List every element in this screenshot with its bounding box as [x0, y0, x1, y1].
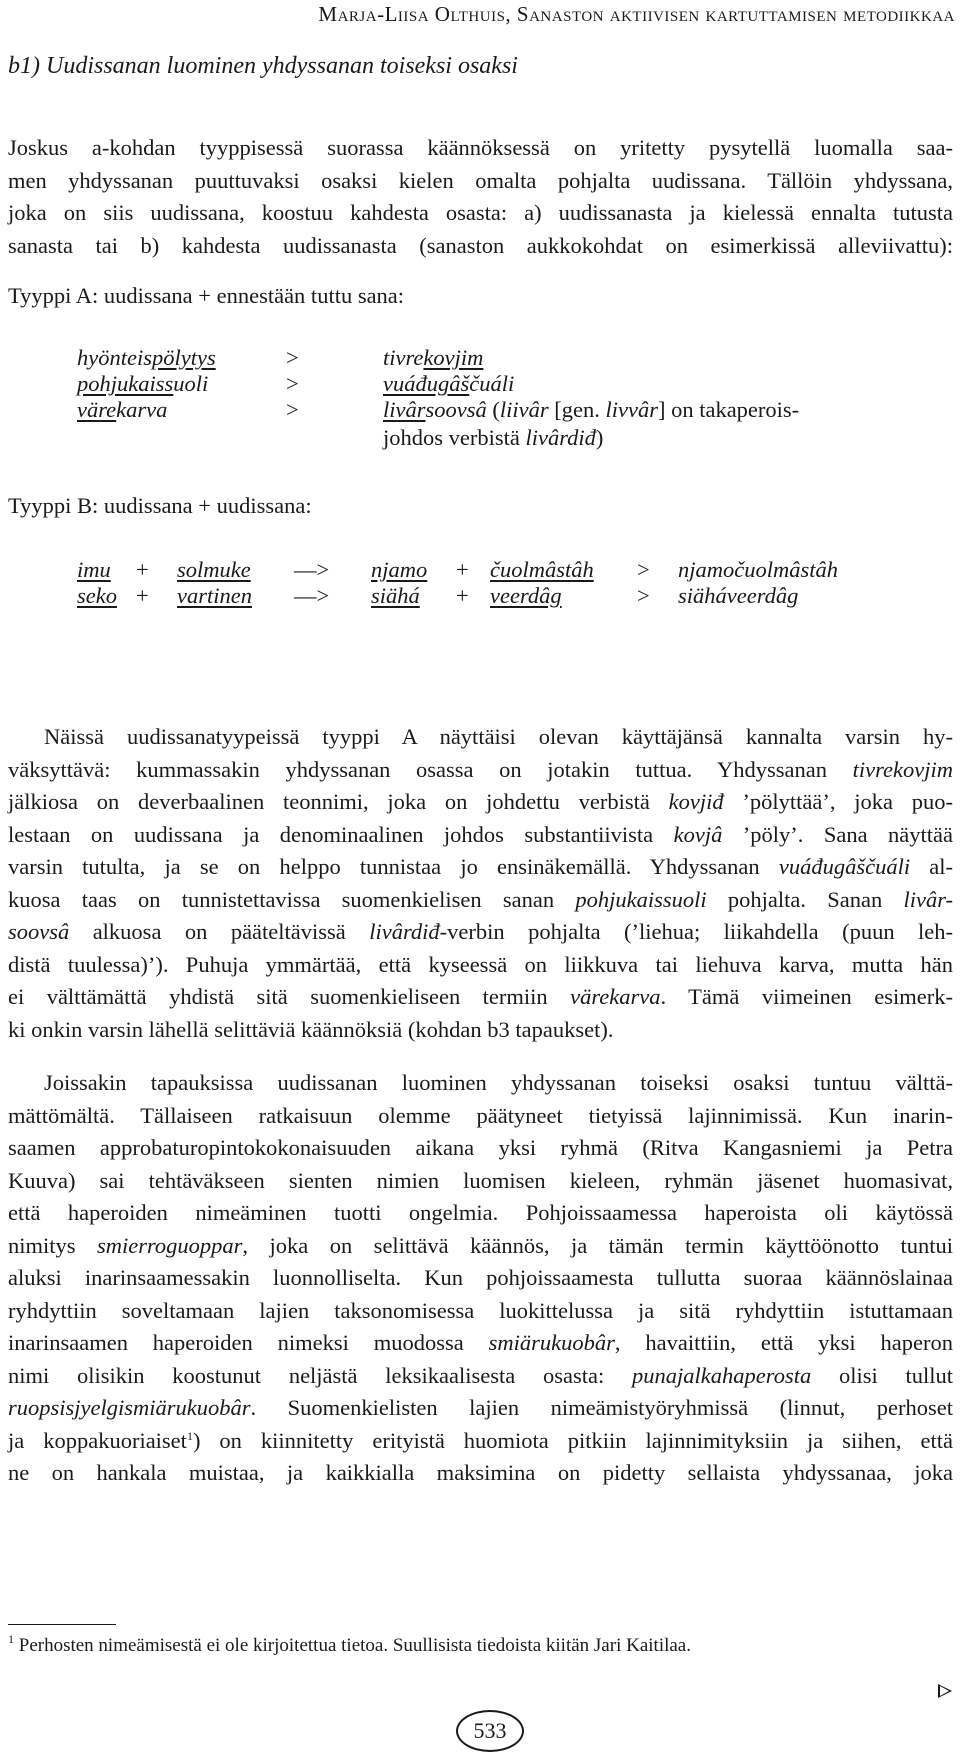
text-line: Joissakin tapauksissa uudissanan luominen yhdyssanan toiseksi osaksi tuntuu välttä-	[44, 1070, 953, 1095]
text-line: nimitys smierroguoppar, joka on selittävä käännös, ja tämän termin käyttöönotto tuntui	[8, 1232, 953, 1258]
next-page-arrow-icon	[938, 1684, 952, 1698]
example-source: värekarva	[77, 397, 168, 422]
section-title: b1) Uudissanan luominen yhdyssanan toiseksi osaksi	[8, 53, 518, 79]
text-line: että haperoiden nimeäminen tuotti ongelmia. Pohjoissaamessa haperoista oli käytössä	[8, 1200, 953, 1225]
example-target: tivrekovjim	[383, 345, 484, 370]
word-a: imu	[77, 557, 111, 582]
footnote: $^1$ Perhosten nimeämisestä ei ole kirjoitettua tietoa. Suullisista tiedoista kiitän Jari Kaitilaa.	[8, 1632, 691, 1656]
text-line: soovsâ alkuosa on pääteltävissä livârdiđ-verbin pohjalta (’liehua; liikahdella (puun leh-	[8, 919, 953, 944]
text-line: Näissä uudissanatyypeissä tyyppi A näyttäisi olevan käyttäjänsä kannalta varsin hy-	[44, 724, 953, 749]
type-a-label: Tyyppi A: uudissana + ennestään tuttu sana:	[8, 283, 405, 308]
plus-symbol: +	[136, 557, 149, 582]
text-line: ryhdyttiin soveltamaan lajien taksonomisessa luokittelussa ja sitä ryhdyttiin istuttamaan	[8, 1297, 953, 1323]
arrow-symbol: >	[637, 583, 650, 608]
text-line: saamen approbaturopintokokonaisuuden aikana yksi ryhmä (Ritva Kangasniemi ja Petra	[8, 1135, 953, 1160]
example-source: hyönteispölytys	[77, 345, 216, 370]
example-target: livârsoovsâ (liivâr [gen. livvâr] on takaperois-	[383, 397, 800, 422]
word-c: siähá	[371, 583, 420, 608]
arrow-symbol: >	[286, 397, 299, 422]
text-line: Joskus a-kohdan tyyppisessä suorassa käännöksessä on yritetty pysytellä luomalla saa-	[8, 135, 953, 160]
text-line: nimi olisikin koostunut neljästä leksikaalisesta osasta: punajalkahaperosta olisi tullut	[8, 1362, 953, 1388]
text-line: ne on hankala muistaa, ja kaikkialla maksimina on pidetty sellaista yhdyssanaa, joka	[8, 1460, 953, 1485]
page-number: 533	[456, 1710, 524, 1752]
text-line: Kuuva) sai tehtäväkseen sienten nimien luomisen kieleen, ryhmän jäsenet huomasivat,	[8, 1167, 953, 1193]
word-d: veerdâg	[490, 583, 562, 608]
example-target: vuáđugâščuáli	[383, 371, 515, 396]
text-line: joka on siis uudissana, koostuu kahdesta osasta: a) uudissanasta ja kielessä ennalta tutusta	[8, 200, 953, 225]
paragraph-analysis	[8, 721, 953, 1046]
arrow-symbol: >	[637, 557, 650, 582]
text-line: väksyttävä: kummassakin yhdyssanan osassa on jotakin tuttua. Yhdyssanan tivrekovjim	[8, 756, 953, 782]
plus-symbol: +	[136, 583, 149, 608]
word-d: čuolmâstâh	[490, 557, 594, 582]
word-b: solmuke	[177, 557, 251, 582]
running-header: Marja-Liisa Olthuis, Sanaston aktiivisen kartuttamisen metodiikkaa	[318, 2, 955, 26]
word-b: vartinen	[177, 583, 252, 608]
text-line: ja koppakuoriaiset$^1$) on kiinnitetty erityistä huomiota pitkiin lajinnimityksiin ja siihen, että	[8, 1427, 954, 1453]
text-line: mättömältä. Tällaiseen ratkaisuun olemme päätyneet tietyissä lajinnimissä. Kun inarin-	[8, 1102, 953, 1128]
plus-symbol: +	[456, 557, 469, 582]
example-note: johdos verbistä livârdiđ)	[383, 425, 604, 450]
type-b-label: Tyyppi B: uudissana + uudissana:	[8, 493, 312, 518]
text-line: sanasta tai b) kahdesta uudissanasta (sanaston aukkokohdat on esimerkissä alleviivattu):	[8, 232, 953, 258]
word-result: siäháveerdâg	[678, 583, 799, 608]
paragraph-species-names	[8, 1067, 953, 1490]
arrow-symbol: >	[286, 345, 299, 370]
text-line: lestaan on uudissana ja denominaalinen johdos substantiivista kovjâ ’pöly’. Sana näyttää	[8, 821, 954, 847]
text-line: ruopsisjyelgismiärukuobâr. Suomenkielisten lajien nimeämistyöryhmissä (linnut, perhoset	[8, 1395, 953, 1420]
example-source: pohjukaissuoli	[77, 371, 209, 396]
text-line: men yhdyssanan puuttuvaksi osaksi kielen omalta pohjalta uudissana. Tällöin yhdyssana,	[8, 167, 953, 193]
text-line: inarinsaamen haperoiden nimeksi muodossa smiärukuobâr, havaittiin, että yksi haperon	[8, 1330, 953, 1355]
text-line: jälkiosa on deverbaalinen teonnimi, joka on johdettu verbistä kovjiđ ’pölyttää’, joka puo-	[8, 789, 953, 814]
arrow-symbol: —>	[294, 557, 330, 582]
text-line: aluksi inarinsaamessakin luonnolliselta. Kun pohjoissaamesta tullutta suoraa käännöslainaa	[8, 1265, 953, 1290]
text-line: varsin tutulta, ja se on helppo tunnistaa jo ensinäkemällä. Yhdyssanan vuáđugâščuáli al-	[8, 854, 953, 879]
text-line: ei välttämättä yhdistä sitä suomenkieliseen termiin värekarva. Tämä viimeinen esimerk-	[8, 984, 953, 1009]
text-line: kuosa taas on tunnistettavissa suomenkielisen sanan pohjukaissuoli pohjalta. Sanan livâr-	[8, 886, 953, 912]
text-line: distä tuulessa)’). Puhuja ymmärtää, että kyseessä on liikkuva tai liehuva karva, mutta hän	[8, 951, 953, 977]
plus-symbol: +	[456, 583, 469, 608]
footnote-divider	[8, 1624, 116, 1625]
paragraph-intro	[8, 132, 953, 262]
footnote-ref: 1	[186, 1428, 193, 1443]
word-a: seko	[77, 583, 117, 608]
word-c: njamo	[371, 557, 428, 582]
word-result: njamočuolmâstâh	[678, 557, 838, 582]
text-line: ki onkin varsin lähellä selittäviä käännöksiä (kohdan b3 tapaukset).	[8, 1016, 614, 1042]
arrow-symbol: —>	[294, 583, 330, 608]
arrow-symbol: >	[286, 371, 299, 396]
